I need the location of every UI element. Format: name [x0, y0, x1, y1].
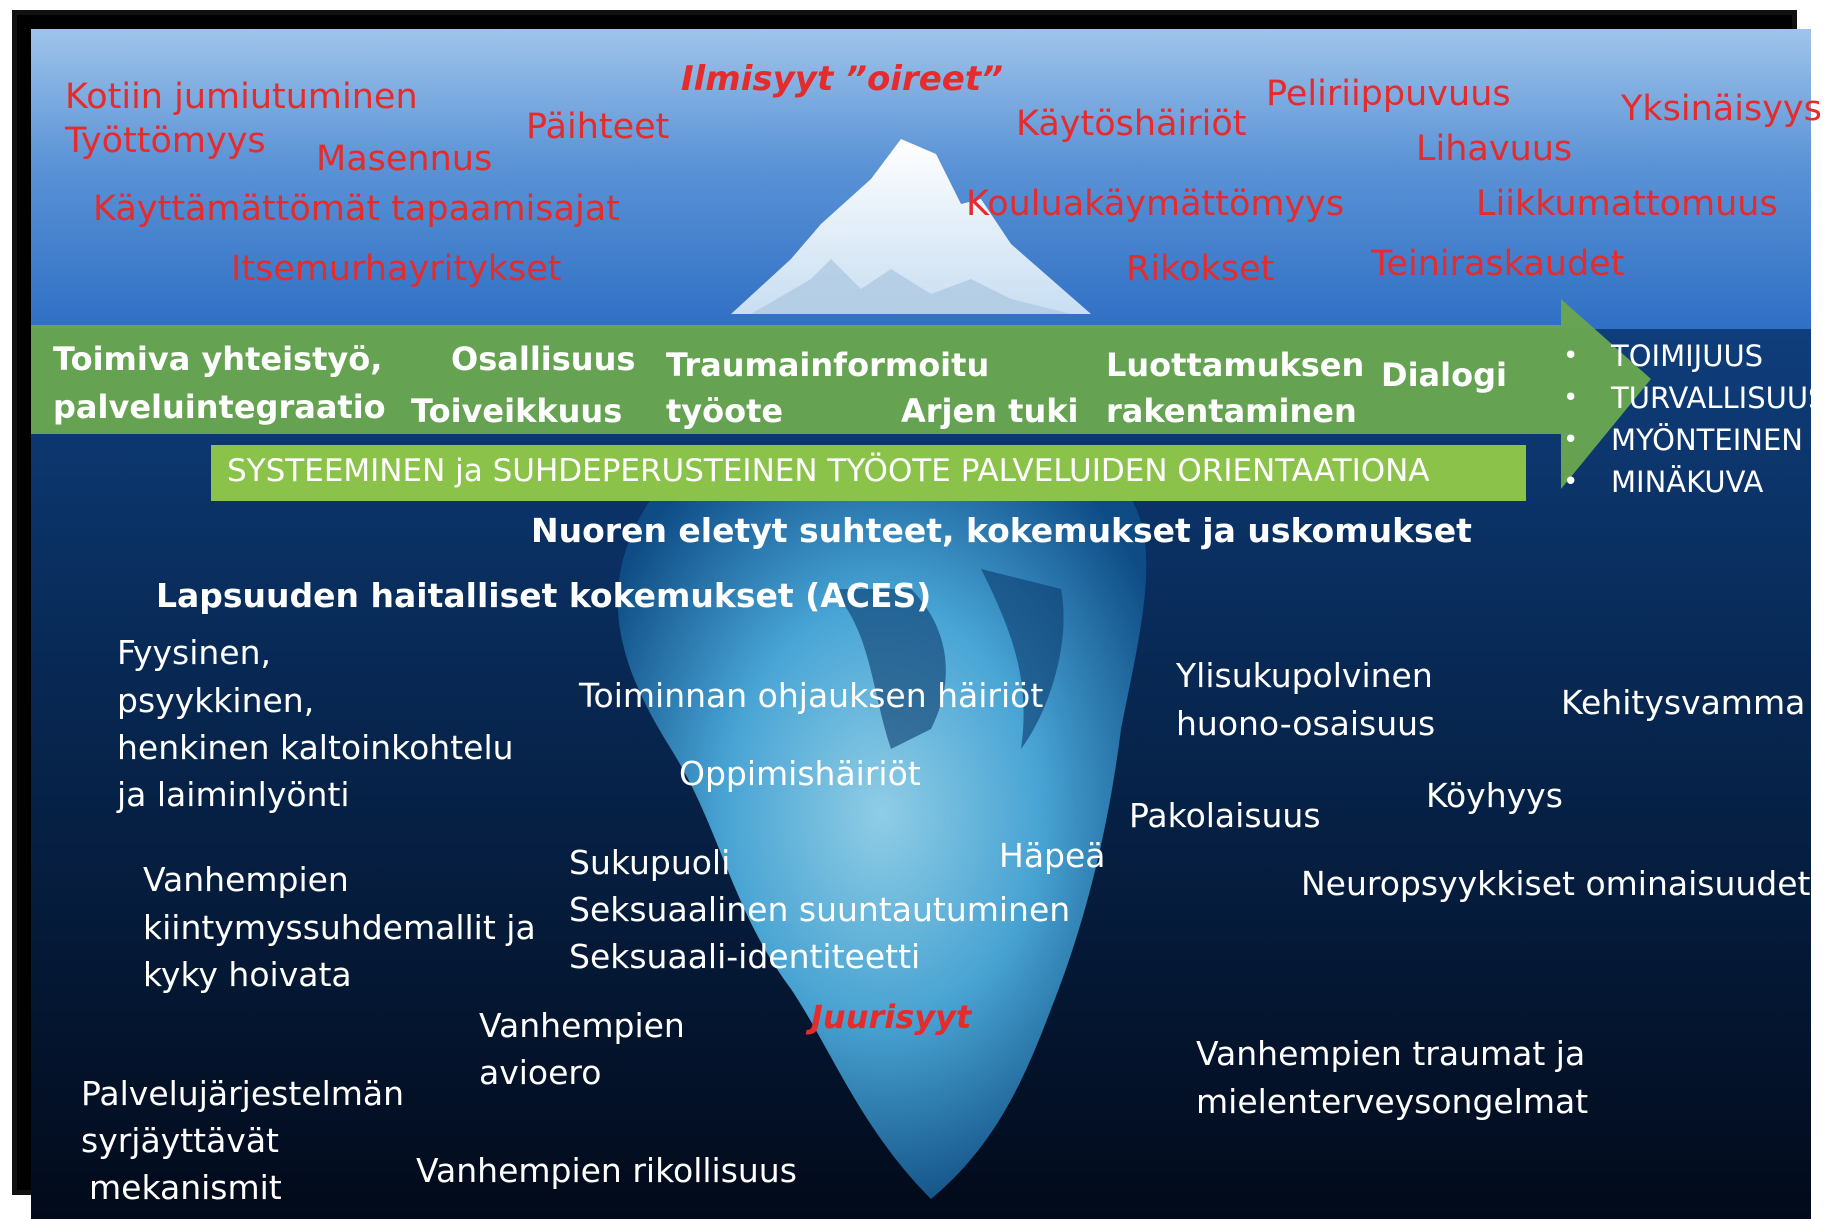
root-cause-line: psyykkinen,: [117, 681, 315, 720]
bar-item: Toimiva yhteistyö,: [53, 340, 383, 378]
root-cause: Kehitysvamma: [1561, 683, 1806, 722]
root-cause-line: kyky hoivata: [143, 955, 352, 994]
iceberg-scene: [31, 29, 1826, 1219]
root-cause: Vanhempien rikollisuus: [416, 1151, 797, 1190]
root-cause-line: Vanhempien: [143, 860, 349, 899]
bar-item: Osallisuus: [451, 340, 636, 378]
symptom-label: Peliriippuvuus: [1266, 74, 1511, 114]
symptom-label: Rikokset: [1126, 249, 1275, 289]
bar-item: Dialogi: [1381, 356, 1507, 394]
root-cause-line: syrjäyttävät: [81, 1121, 279, 1160]
root-cause-line: huono-osaisuus: [1176, 704, 1436, 743]
symptom-label: Lihavuus: [1416, 129, 1573, 169]
root-cause-line: Palvelujärjestelmän: [81, 1074, 405, 1113]
root-causes-title: Juurisyyt: [811, 998, 972, 1036]
symptom-label: Työttömyys: [65, 121, 266, 161]
diagram-frame: [12, 10, 1826, 1207]
bar-item: työote: [666, 392, 784, 430]
symptom-label: Käytöshäiriöt: [1016, 104, 1247, 144]
root-cause: Häpeä: [999, 836, 1106, 875]
symptom-label: Päihteet: [526, 107, 670, 147]
symptom-label: Yksinäisyys: [1621, 89, 1822, 129]
orientation-band-text: SYSTEEMINEN ja SUHDEPERUSTEINEN TYÖOTE PALVELUIDEN ORIENTAATIONA: [227, 453, 1430, 489]
outcome-list: [1563, 335, 1826, 503]
bar-item: palveluintegraatio: [53, 388, 386, 426]
symptom-label: Käyttämättömät tapaamisajat: [93, 189, 620, 229]
root-cause-line: mielenterveysongelmat: [1196, 1082, 1589, 1121]
symptom-label: Masennus: [316, 139, 493, 179]
root-cause-line: ja laiminlyönti: [117, 775, 350, 814]
root-cause-line: Vanhempien: [479, 1006, 685, 1045]
root-cause-line: mekanismit: [89, 1168, 282, 1207]
root-cause: Pakolaisuus: [1129, 796, 1321, 835]
relations-heading: Nuoren eletyt suhteet, kokemukset ja uskomukset: [531, 511, 1472, 550]
symptom-label: Kouluakäymättömyys: [966, 184, 1345, 224]
root-cause-line: Ylisukupolvinen: [1176, 656, 1433, 695]
symptom-label: Liikkumattomuus: [1476, 184, 1778, 224]
root-cause: Neuropsyykkiset ominaisuudet: [1301, 864, 1811, 903]
symptom-label: Itsemurhayritykset: [231, 249, 562, 289]
outcome-item: • TURVALLISUUS: [1563, 377, 1826, 419]
bar-item: Arjen tuki: [901, 392, 1079, 430]
bar-item: Toiveikkuus: [411, 392, 623, 430]
outcome-item: • TOIMIJUUS: [1563, 335, 1826, 377]
outcome-item: • MINÄKUVA: [1563, 461, 1826, 503]
bar-item: rakentaminen: [1106, 392, 1357, 430]
root-cause-line: avioero: [479, 1053, 602, 1092]
root-cause-line: henkinen kaltoinkohtelu: [117, 728, 514, 767]
aces-heading: Lapsuuden haitalliset kokemukset (ACES): [156, 576, 932, 615]
bar-item: Luottamuksen: [1106, 346, 1365, 384]
root-cause: Oppimishäiriöt: [679, 754, 921, 793]
root-cause: Toiminnan ohjauksen häiriöt: [579, 676, 1044, 715]
bar-item: Traumainformoitu: [666, 346, 990, 384]
symptom-label: Kotiin jumiutuminen: [65, 77, 418, 117]
root-cause-line: kiintymyssuhdemallit ja: [143, 908, 536, 947]
root-cause-line: Seksuaalinen suuntautuminen: [569, 890, 1071, 929]
root-cause: Köyhyys: [1426, 776, 1563, 815]
root-cause-line: Seksuaali-identiteetti: [569, 937, 921, 976]
outcome-item: • MYÖNTEINEN: [1563, 419, 1826, 461]
root-cause-line: Fyysinen,: [117, 633, 271, 672]
root-cause-line: Sukupuoli: [569, 843, 731, 882]
symptoms-title: Ilmisyyt ”oireet”: [681, 59, 1003, 99]
root-cause-line: Vanhempien traumat ja: [1196, 1034, 1586, 1073]
symptom-label: Teiniraskaudet: [1371, 244, 1625, 284]
